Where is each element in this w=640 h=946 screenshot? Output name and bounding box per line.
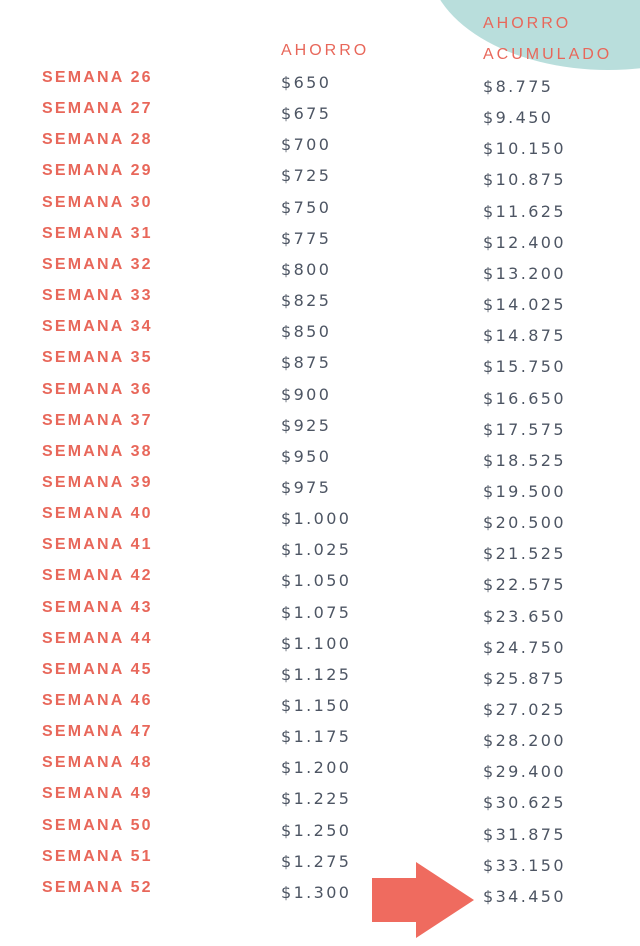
week-label: SEMANA 27 <box>42 100 153 118</box>
table-row <box>0 816 640 844</box>
savings-value: $1.000 <box>281 509 352 529</box>
week-label: SEMANA 52 <box>42 878 153 896</box>
savings-value: $925 <box>281 415 332 435</box>
table-row <box>0 629 640 657</box>
savings-value: $1.175 <box>281 727 352 747</box>
cumulative-value: $15.750 <box>483 357 566 377</box>
cumulative-value: $13.200 <box>483 263 566 283</box>
savings-value: $675 <box>281 104 332 124</box>
savings-value: $1.275 <box>281 851 352 871</box>
cumulative-value: $22.575 <box>483 575 566 595</box>
table-row <box>0 505 640 533</box>
cumulative-value: $21.525 <box>483 544 566 564</box>
table-row <box>0 193 640 221</box>
savings-value: $850 <box>281 322 332 342</box>
savings-value: $1.200 <box>281 758 352 778</box>
table-row <box>0 754 640 782</box>
savings-value: $825 <box>281 291 332 311</box>
cumulative-value: $9.450 <box>483 108 554 128</box>
table-row <box>0 380 640 408</box>
savings-value: $700 <box>281 135 332 155</box>
week-label: SEMANA 31 <box>42 224 153 242</box>
week-label: SEMANA 40 <box>42 505 153 523</box>
week-label: SEMANA 28 <box>42 131 153 149</box>
cumulative-value: $10.150 <box>483 139 566 159</box>
savings-value: $725 <box>281 166 332 186</box>
cumulative-value: $10.875 <box>483 170 566 190</box>
cumulative-value: $8.775 <box>483 77 554 96</box>
cumulative-value: $17.575 <box>483 419 566 439</box>
week-label: SEMANA 49 <box>42 785 153 803</box>
cumulative-value: $18.525 <box>483 450 566 470</box>
right-arrow-icon <box>372 862 474 938</box>
savings-value: $1.125 <box>281 664 352 684</box>
table-row <box>0 567 640 595</box>
week-label: SEMANA 32 <box>42 255 153 273</box>
week-label: SEMANA 33 <box>42 287 153 305</box>
savings-value: $750 <box>281 197 332 217</box>
week-label: SEMANA 26 <box>42 69 153 86</box>
week-label: SEMANA 42 <box>42 567 153 585</box>
table-row <box>0 131 640 159</box>
table-row <box>0 878 640 906</box>
savings-value: $1.075 <box>281 602 352 622</box>
week-label: SEMANA 45 <box>42 660 153 678</box>
week-label: SEMANA 36 <box>42 380 153 398</box>
week-label: SEMANA 37 <box>42 411 153 429</box>
week-label: SEMANA 39 <box>42 473 153 491</box>
cumulative-value: $30.625 <box>483 793 566 813</box>
table-row <box>0 723 640 751</box>
week-label: SEMANA 51 <box>42 847 153 865</box>
cumulative-value: $23.650 <box>483 606 566 626</box>
cumulative-value: $33.150 <box>483 855 566 875</box>
savings-value: $1.225 <box>281 789 352 809</box>
cumulative-value: $24.750 <box>483 637 566 657</box>
cumulative-value: $14.025 <box>483 295 566 315</box>
cumulative-value: $19.500 <box>483 481 566 501</box>
savings-value: $1.100 <box>281 633 352 653</box>
savings-value: $900 <box>281 384 332 404</box>
week-label: SEMANA 41 <box>42 536 153 554</box>
table-row <box>0 255 640 283</box>
table-row <box>0 660 640 688</box>
header-cumulative-line2: ACUMULADO <box>483 46 613 63</box>
savings-value: $975 <box>281 477 332 497</box>
table-row <box>0 318 640 346</box>
table-row <box>0 442 640 470</box>
savings-value: $950 <box>281 446 332 466</box>
week-label: SEMANA 30 <box>42 193 153 211</box>
table-row <box>0 536 640 564</box>
table-row <box>0 411 640 439</box>
header-cumulative-line1: AHORRO <box>483 15 572 32</box>
table-row <box>0 785 640 813</box>
savings-value: $1.250 <box>281 820 352 840</box>
week-label: SEMANA 35 <box>42 349 153 367</box>
savings-value: $800 <box>281 259 332 279</box>
table-row <box>0 692 640 719</box>
week-label: SEMANA 38 <box>42 442 153 460</box>
savings-value: $1.050 <box>281 571 352 591</box>
week-label: SEMANA 34 <box>42 318 153 336</box>
savings-value: $1.025 <box>281 540 352 560</box>
week-label: SEMANA 29 <box>42 162 153 180</box>
week-label: SEMANA 48 <box>42 754 153 772</box>
cumulative-value: $12.400 <box>483 232 566 252</box>
header-savings: AHORRO <box>281 42 370 59</box>
table-row <box>0 162 640 190</box>
week-label: SEMANA 43 <box>42 598 153 616</box>
table-row <box>0 287 640 315</box>
savings-value: $1.150 <box>281 696 352 715</box>
cumulative-value: $29.400 <box>483 762 566 782</box>
table-row <box>0 69 640 96</box>
week-label: SEMANA 50 <box>42 816 153 834</box>
cumulative-value: $11.625 <box>483 201 566 221</box>
table-row <box>0 598 640 626</box>
week-label: SEMANA 47 <box>42 723 153 741</box>
table-row <box>0 349 640 377</box>
savings-value: $1.300 <box>281 882 352 902</box>
table-row <box>0 847 640 875</box>
savings-value: $875 <box>281 353 332 373</box>
cumulative-value: $27.025 <box>483 700 566 719</box>
cumulative-value: $20.500 <box>483 513 566 533</box>
week-label: SEMANA 46 <box>42 692 153 709</box>
cumulative-value: $16.650 <box>483 388 566 408</box>
savings-value: $650 <box>281 73 332 92</box>
week-label: SEMANA 44 <box>42 629 153 647</box>
table-row <box>0 100 640 128</box>
cumulative-value: $31.875 <box>483 824 566 844</box>
table-row <box>0 473 640 501</box>
savings-value: $775 <box>281 228 332 248</box>
table-row <box>0 224 640 252</box>
cumulative-value: $28.200 <box>483 731 566 751</box>
cumulative-value: $34.450 <box>483 886 566 906</box>
cumulative-value: $25.875 <box>483 668 566 688</box>
cumulative-value: $14.875 <box>483 326 566 346</box>
